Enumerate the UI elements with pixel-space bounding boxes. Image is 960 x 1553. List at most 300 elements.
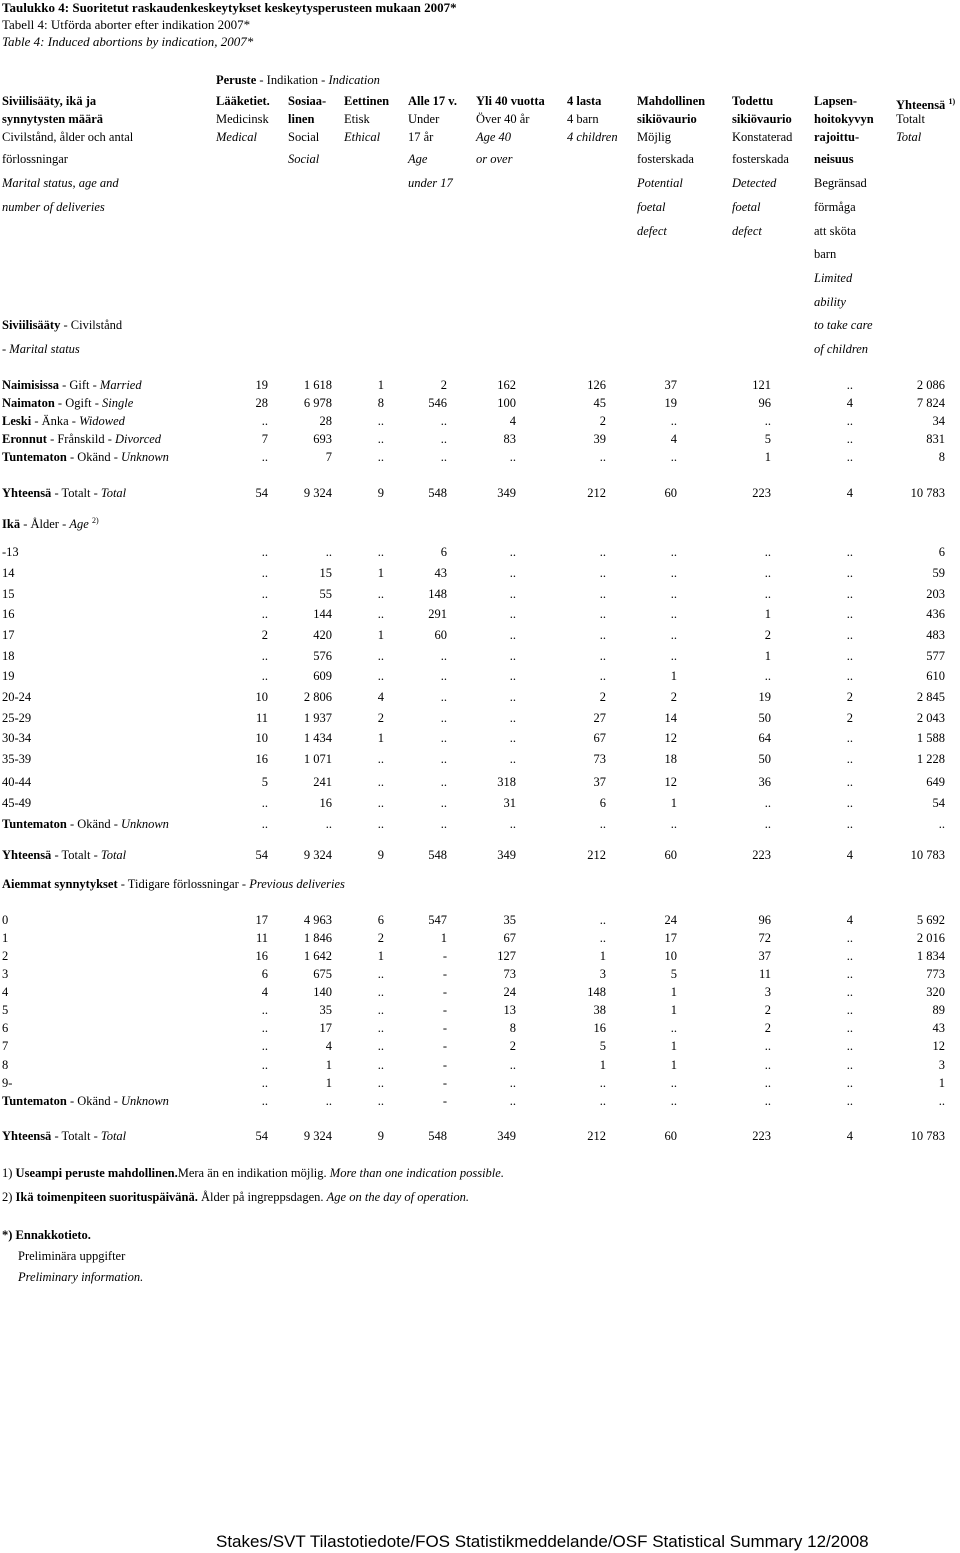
row-label-en: Unknown — [121, 450, 169, 464]
table-cell: .. — [846, 545, 853, 559]
table-cell: 45 — [593, 396, 606, 410]
table-cell: .. — [599, 1076, 606, 1090]
table-cell: 831 — [926, 432, 945, 446]
table-row — [0, 689, 960, 705]
row-label — [2, 847, 126, 863]
table-cell: .. — [377, 752, 384, 766]
table-cell: 37 — [664, 378, 677, 392]
col-potential-sv-2: fosterskada — [637, 152, 694, 166]
table-cell: .. — [377, 649, 384, 663]
table-cell: 28 — [255, 396, 268, 410]
table-cell: 318 — [497, 775, 516, 789]
row-label-en: Married — [99, 378, 142, 392]
table-cell: 6 — [261, 967, 268, 981]
table-cell: .. — [599, 566, 606, 580]
table-cell: 1 588 — [916, 731, 945, 745]
table-cell: 4 — [377, 690, 384, 704]
table-cell: 60 — [664, 486, 677, 500]
table-cell: .. — [377, 1021, 384, 1035]
section-heading: Aiemmat synnytykset - Tidigare förlossningar - Previous deliveries — [2, 877, 345, 891]
table-cell: .. — [440, 649, 447, 663]
col-childcare-sv-1: Begränsad — [814, 176, 867, 190]
table-cell: 16 — [255, 752, 268, 766]
table-cell: 773 — [926, 967, 945, 981]
table-cell: 223 — [752, 848, 771, 862]
table-cell: 1 846 — [303, 931, 332, 945]
table-cell: .. — [670, 545, 677, 559]
stub-en-1: Marital status, age and — [2, 176, 119, 190]
table-cell: .. — [764, 566, 771, 580]
table-cell: 2 845 — [916, 690, 945, 704]
table-cell: 1 642 — [303, 949, 332, 963]
row-label: 25-29 — [2, 711, 32, 725]
row-label — [2, 377, 142, 393]
table-cell: 72 — [758, 931, 771, 945]
table-cell: .. — [261, 649, 268, 663]
row-label-en: Total — [100, 486, 127, 500]
table-cell: 19 — [758, 690, 771, 704]
table-cell: 1 834 — [916, 949, 945, 963]
table-cell: - — [442, 985, 447, 999]
col-total-en: Total — [896, 130, 922, 144]
table-cell: 241 — [313, 775, 332, 789]
table-cell: .. — [509, 690, 516, 704]
table-cell: 10 783 — [910, 848, 945, 862]
table-cell: 10 — [255, 731, 268, 745]
row-label: 19 — [2, 669, 15, 683]
table-cell: 1 — [599, 1058, 606, 1072]
table-cell: .. — [440, 432, 447, 446]
table-cell: 548 — [428, 848, 447, 862]
table-cell: .. — [261, 414, 268, 428]
table-cell: .. — [670, 414, 677, 428]
table-cell: - — [442, 1094, 447, 1108]
title-fi: Taulukko 4: Suoritetut raskaudenkeskeytykset keskeytysperusteen mukaan 2007* — [2, 0, 457, 15]
table-cell: .. — [764, 796, 771, 810]
table-row — [0, 795, 960, 811]
table-cell: 17 — [664, 931, 677, 945]
table-cell: - — [442, 949, 447, 963]
table-cell: 2 — [846, 690, 853, 704]
col-detected-fi-2: sikiövaurio — [732, 112, 792, 126]
table-cell: .. — [377, 450, 384, 464]
table-cell: - — [442, 1021, 447, 1035]
table-cell: 9 — [377, 848, 384, 862]
table-cell: .. — [261, 796, 268, 810]
col-detected-en-3: defect — [732, 224, 762, 238]
table-cell: 17 — [255, 913, 268, 927]
row-label: -13 — [2, 545, 19, 559]
col-over40-fi: Yli 40 vuotta — [476, 94, 545, 108]
row-label: 45-49 — [2, 796, 32, 810]
table-cell: .. — [440, 450, 447, 464]
row-label-fi: Yhteensä — [2, 848, 52, 862]
table-cell: .. — [377, 432, 384, 446]
table-cell: 223 — [752, 486, 771, 500]
col-under17-en-1: Age — [408, 152, 428, 166]
table-cell: 576 — [313, 649, 332, 663]
table-cell: .. — [846, 1021, 853, 1035]
table-cell: .. — [764, 1094, 771, 1108]
table-cell: .. — [670, 450, 677, 464]
table-cell: .. — [670, 607, 677, 621]
table-cell: 10 783 — [910, 486, 945, 500]
row-label-fi: Yhteensä — [2, 1129, 52, 1143]
table-cell: 1 — [670, 985, 677, 999]
table-cell: .. — [670, 566, 677, 580]
table-cell: 11 — [758, 967, 771, 981]
note-1: 1) Useampi peruste mahdollinen.Mera än en indikation möjlig. More than one indication possible. — [2, 1166, 504, 1180]
col-childcare-fi-3: rajoittu- — [814, 130, 860, 144]
table-row — [0, 544, 960, 560]
row-label: 30-34 — [2, 731, 32, 745]
table-cell: 4 — [846, 486, 853, 500]
table-cell: 2 — [764, 1003, 771, 1017]
table-row — [0, 730, 960, 746]
table-cell: 38 — [593, 1003, 606, 1017]
row-label-fi: Leski — [2, 414, 32, 428]
table-cell: .. — [509, 566, 516, 580]
table-cell: 1 434 — [303, 731, 332, 745]
table-cell: 5 692 — [916, 913, 945, 927]
row-label-fi: Tuntematon — [2, 1094, 67, 1108]
table-cell: .. — [440, 690, 447, 704]
col-potential-en-3: defect — [637, 224, 667, 238]
table-cell: .. — [670, 628, 677, 642]
col-childcare-fi-1: Lapsen- — [814, 94, 858, 108]
col-childcare-en-3: to take care — [814, 318, 873, 332]
table-cell: 2 — [440, 378, 447, 392]
col-total-fi: Yhteensä $^{1)}$ — [896, 97, 956, 113]
table-cell: .. — [509, 545, 516, 559]
table-cell: 148 — [587, 985, 606, 999]
row-label: 17 — [2, 628, 15, 642]
table-cell: 1 — [938, 1076, 945, 1090]
table-row — [0, 1093, 960, 1109]
table-cell: .. — [599, 669, 606, 683]
table-cell: .. — [377, 1039, 384, 1053]
col-childcare-fi-2: hoitokyvyn — [814, 112, 874, 126]
stub-siviilisaaty: Siviilisääty - Civilstånd — [2, 318, 123, 332]
stub-marital-status: - Marital status — [2, 342, 80, 356]
col-medical-en: Medical — [216, 130, 257, 144]
table-cell: .. — [599, 913, 606, 927]
table-cell: .. — [938, 1094, 945, 1108]
row-label-en: Divorced — [115, 432, 162, 446]
table-cell: 1 — [377, 566, 384, 580]
table-cell: 610 — [926, 669, 945, 683]
table-cell: 15 — [319, 566, 332, 580]
table-cell: .. — [377, 817, 384, 831]
col-ethical-en: Ethical — [344, 130, 381, 144]
table-cell: .. — [846, 669, 853, 683]
table-cell: 12 — [932, 1039, 945, 1053]
col-ethical-sv: Etisk — [344, 112, 370, 126]
table-cell: 4 — [325, 1039, 332, 1053]
table-cell: 7 824 — [916, 396, 945, 410]
table-cell: 547 — [428, 913, 447, 927]
table-cell: .. — [846, 566, 853, 580]
table-cell: 291 — [428, 607, 447, 621]
table-row — [0, 751, 960, 767]
table-row — [0, 912, 960, 928]
table-cell: 349 — [497, 848, 516, 862]
page-footer: Stakes/SVT Tilastotiedote/FOS Statistikmeddelande/OSF Statistical Summary 12/2008 — [216, 1532, 869, 1551]
table-cell: .. — [261, 1021, 268, 1035]
table-cell: 2 — [509, 1039, 516, 1053]
table-cell: .. — [670, 817, 677, 831]
table-cell: .. — [846, 752, 853, 766]
table-cell: 1 — [670, 1039, 677, 1053]
table-cell: .. — [509, 817, 516, 831]
table-cell: 9 — [377, 486, 384, 500]
table-cell: 212 — [587, 848, 606, 862]
table-cell: 1 — [764, 649, 771, 663]
row-label: 14 — [2, 566, 15, 580]
note-3-sv: Preliminära uppgifter — [18, 1249, 126, 1263]
table-cell: 1 — [764, 450, 771, 464]
table-cell: 19 — [255, 378, 268, 392]
table-cell: .. — [846, 587, 853, 601]
table-cell: .. — [261, 587, 268, 601]
col-medical-sv: Medicinsk — [216, 112, 269, 126]
table-cell: .. — [509, 1076, 516, 1090]
table-cell: - — [442, 1076, 447, 1090]
table-cell: .. — [440, 669, 447, 683]
col-total-sv: Totalt — [896, 112, 925, 126]
table-cell: .. — [846, 607, 853, 621]
table-cell: .. — [509, 628, 516, 642]
row-label: 6 — [2, 1021, 9, 1035]
col-over40-sv: Över 40 år — [476, 112, 530, 126]
table-cell: .. — [377, 607, 384, 621]
table-cell: 349 — [497, 1129, 516, 1143]
table-cell: 67 — [503, 931, 516, 945]
table-cell: .. — [509, 731, 516, 745]
row-label: 4 — [2, 985, 9, 999]
table-cell: 11 — [255, 711, 268, 725]
table-cell: 64 — [758, 731, 771, 745]
stub-sv-1: Civilstånd, ålder och antal — [2, 130, 134, 144]
table-cell: 1 — [325, 1058, 332, 1072]
table-cell: 8 — [938, 450, 945, 464]
table-cell: 1 — [377, 378, 384, 392]
table-cell: 67 — [593, 731, 606, 745]
table-cell: .. — [599, 931, 606, 945]
table-cell: .. — [846, 378, 853, 392]
table-cell: 483 — [926, 628, 945, 642]
table-cell: 16 — [255, 949, 268, 963]
row-label-en: Widowed — [79, 414, 125, 428]
table-row — [0, 774, 960, 790]
table-cell: 1 618 — [303, 378, 332, 392]
table-cell: .. — [377, 1058, 384, 1072]
col-potential-fi-1: Mahdollinen — [637, 94, 706, 108]
col-childcare-en-4: of children — [814, 342, 869, 356]
row-label-en: Unknown — [121, 1094, 169, 1108]
table-cell: .. — [509, 752, 516, 766]
table-row — [0, 627, 960, 643]
row-label — [2, 449, 169, 465]
table-cell: .. — [846, 931, 853, 945]
table-cell: 649 — [926, 775, 945, 789]
table-cell: .. — [440, 775, 447, 789]
table-cell: .. — [846, 817, 853, 831]
table-row — [0, 984, 960, 1000]
row-label-fi: Tuntematon — [2, 817, 67, 831]
table-cell: .. — [599, 450, 606, 464]
table-row — [0, 485, 960, 501]
table-cell: 34 — [932, 414, 945, 428]
row-label-en: Total — [100, 848, 127, 862]
col-social-fi-1: Sosiaa- — [288, 94, 327, 108]
table-cell: .. — [440, 752, 447, 766]
table-cell: 223 — [752, 1129, 771, 1143]
row-label: 16 — [2, 607, 15, 621]
table-cell: 14 — [664, 711, 677, 725]
table-cell: .. — [261, 545, 268, 559]
table-cell: .. — [599, 587, 606, 601]
row-label: 8 — [2, 1058, 9, 1072]
table-cell: 3 — [599, 967, 606, 981]
table-cell: .. — [509, 587, 516, 601]
table-cell: 89 — [932, 1003, 945, 1017]
table-cell: .. — [599, 545, 606, 559]
peruste-heading: Peruste - Indikation - Indication — [216, 73, 380, 87]
table-cell: .. — [377, 985, 384, 999]
table-cell: 548 — [428, 1129, 447, 1143]
table-row — [0, 1057, 960, 1073]
table-cell: .. — [509, 450, 516, 464]
table-cell: 121 — [752, 378, 771, 392]
table-cell: .. — [509, 1058, 516, 1072]
col-social-fi-2: linen — [288, 112, 315, 126]
table-cell: .. — [670, 1076, 677, 1090]
table-cell: 7 — [261, 432, 268, 446]
table-cell: .. — [377, 967, 384, 981]
row-label-sv: - Totalt - — [51, 1129, 101, 1143]
table-cell: 8 — [509, 1021, 516, 1035]
col-detected-en-2: foetal — [732, 200, 761, 214]
row-label — [2, 1128, 126, 1144]
col-4children-fi: 4 lasta — [567, 94, 602, 108]
row-label: 40-44 — [2, 775, 32, 789]
table-cell: 2 — [261, 628, 268, 642]
table-cell: 1 937 — [303, 711, 332, 725]
row-label: 9- — [2, 1076, 13, 1090]
row-label-sv: - Ogift - — [54, 396, 102, 410]
table-row — [0, 449, 960, 465]
table-cell: 50 — [758, 752, 771, 766]
table-cell: .. — [846, 450, 853, 464]
table-cell: .. — [670, 1021, 677, 1035]
table-cell: 5 — [261, 775, 268, 789]
table-cell: 59 — [932, 566, 945, 580]
table-cell: .. — [764, 587, 771, 601]
table-cell: 50 — [758, 711, 771, 725]
table-cell: .. — [846, 1003, 853, 1017]
row-label: 7 — [2, 1039, 9, 1053]
table-cell: .. — [440, 414, 447, 428]
table-cell: 39 — [593, 432, 606, 446]
table-cell: .. — [846, 1094, 853, 1108]
table-cell: 2 016 — [916, 931, 945, 945]
col-detected-en-1: Detected — [732, 176, 777, 190]
table-cell: 16 — [593, 1021, 606, 1035]
table-cell: .. — [261, 450, 268, 464]
table-cell: 577 — [926, 649, 945, 663]
table-cell: 4 — [846, 396, 853, 410]
table-cell: 2 — [599, 690, 606, 704]
table-cell: .. — [261, 1058, 268, 1072]
col-over40-en-1: Age 40 — [476, 130, 512, 144]
table-cell: .. — [377, 587, 384, 601]
table-row — [0, 948, 960, 964]
table-row — [0, 1038, 960, 1054]
row-label: 5 — [2, 1003, 9, 1017]
table-cell: .. — [846, 1058, 853, 1072]
table-cell: .. — [325, 1094, 332, 1108]
row-label: 3 — [2, 967, 9, 981]
table-cell: 54 — [255, 1129, 268, 1143]
table-cell: .. — [764, 669, 771, 683]
table-cell: .. — [509, 649, 516, 663]
table-cell: .. — [509, 607, 516, 621]
col-under17-en-2: under 17 — [408, 176, 453, 190]
table-cell: 126 — [587, 378, 606, 392]
table-cell: .. — [846, 414, 853, 428]
col-childcare-en-1: Limited — [814, 271, 853, 285]
table-cell: .. — [670, 1094, 677, 1108]
table-cell: 2 — [764, 628, 771, 642]
table-cell: 17 — [319, 1021, 332, 1035]
table-cell: 16 — [319, 796, 332, 810]
table-cell: 37 — [758, 949, 771, 963]
table-cell: 55 — [319, 587, 332, 601]
table-cell: 4 — [509, 414, 516, 428]
table-cell: 6 — [440, 545, 447, 559]
row-label-sv: - Frånskild - — [46, 432, 115, 446]
table-cell: 18 — [664, 752, 677, 766]
table-cell: 12 — [664, 775, 677, 789]
table-row — [0, 930, 960, 946]
row-label: 20-24 — [2, 690, 32, 704]
table-cell: 31 — [503, 796, 516, 810]
col-under17-sv-1: Under — [408, 112, 440, 126]
table-cell: 7 — [325, 450, 332, 464]
col-potential-en-1: Potential — [637, 176, 683, 190]
row-label — [2, 413, 125, 429]
table-cell: 9 — [377, 1129, 384, 1143]
table-cell: .. — [846, 949, 853, 963]
table-cell: 54 — [932, 796, 945, 810]
col-childcare-sv-4: barn — [814, 247, 837, 261]
table-cell: .. — [325, 545, 332, 559]
row-label: 0 — [2, 913, 9, 927]
table-cell: .. — [846, 967, 853, 981]
table-cell: 1 — [325, 1076, 332, 1090]
table-cell: 4 963 — [303, 913, 332, 927]
table-cell: .. — [440, 817, 447, 831]
table-row — [0, 710, 960, 726]
table-cell: 1 — [377, 949, 384, 963]
table-cell: 96 — [758, 913, 771, 927]
row-label-sv: - Änka - — [31, 414, 80, 428]
table-cell: .. — [846, 1076, 853, 1090]
table-cell: .. — [261, 817, 268, 831]
table-cell: .. — [377, 1076, 384, 1090]
table-cell: .. — [377, 414, 384, 428]
